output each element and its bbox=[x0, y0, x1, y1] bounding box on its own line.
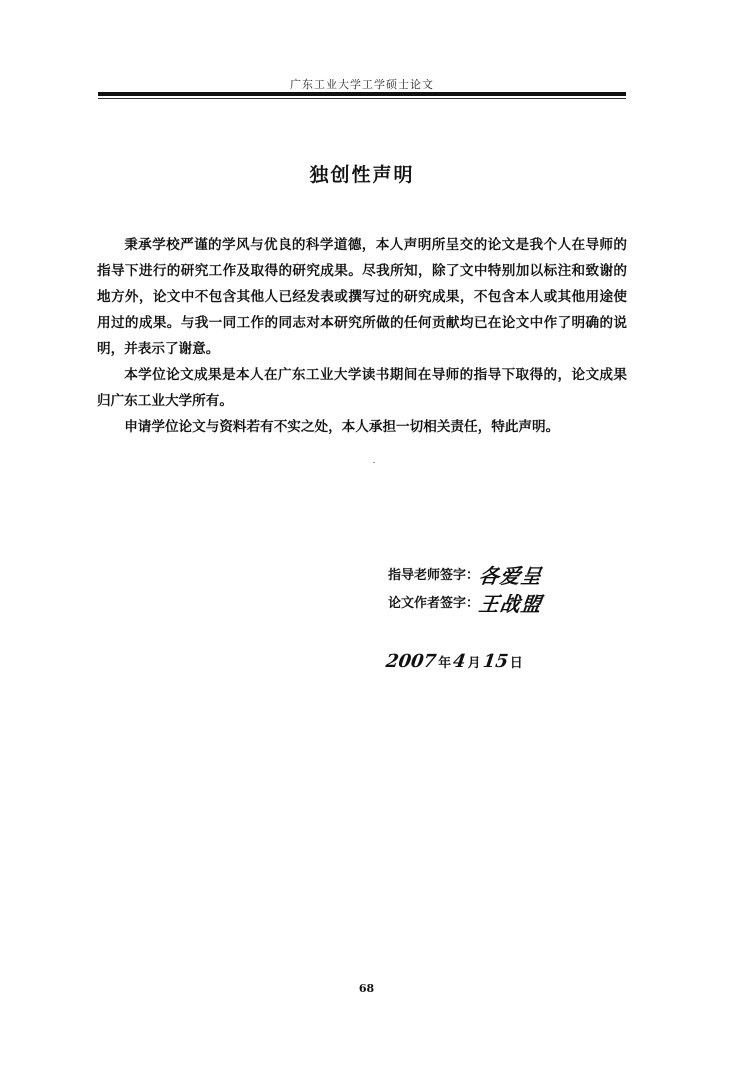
page-title: 独创性声明 bbox=[309, 164, 415, 186]
author-handwritten-signature: 王战盟 bbox=[477, 592, 544, 616]
header-rule-thin bbox=[98, 98, 626, 99]
page-number: 68 bbox=[358, 982, 375, 995]
date-day-handwritten: 15 bbox=[481, 651, 510, 672]
date-year-handwritten: 2007 bbox=[384, 651, 438, 672]
advisor-handwritten-signature: 各爱呈 bbox=[477, 564, 544, 588]
signature-date bbox=[386, 651, 525, 672]
date-day-unit: 日 bbox=[509, 656, 523, 671]
paragraph-responsibility: 申请学位论文与资料若有不实之处，本人承担一切相关责任，特此声明。 bbox=[124, 419, 560, 435]
author-signature-line bbox=[388, 590, 608, 618]
advisor-signature-label: 指导老师签字： bbox=[388, 568, 480, 583]
scan-speck bbox=[373, 462, 375, 463]
author-signature-label: 论文作者签字： bbox=[388, 596, 480, 611]
date-month-handwritten: 4 bbox=[451, 651, 468, 672]
running-header: 广东工业大学工学硕士论文 bbox=[290, 78, 434, 91]
paragraph-originality: 秉承学校严谨的学风与优良的科学道德，本人声明所呈交的论文是我个人在导师的指导下进行的研究工作及取得的研究成果。尽我所知，除了文中特别加以标注和致谢的地方外，论文中不包含其他人已经发表或撰写过的研究成果，不包含本人或其他用途使用过的成果。与我一同工作的同志对本研究所做的任何贡献均已在论文中作了明确的说明，并表示了谢意。 bbox=[97, 237, 627, 357]
advisor-signature-line bbox=[388, 562, 608, 590]
date-year-unit: 年 bbox=[438, 656, 452, 671]
declaration-body bbox=[97, 232, 627, 440]
signature-block bbox=[388, 562, 608, 618]
date-month-unit: 月 bbox=[467, 656, 481, 671]
paragraph-ownership: 本学位论文成果是本人在广东工业大学读书期间在导师的指导下取得的，论文成果归广东工业大学所有。 bbox=[97, 367, 627, 409]
header-rule bbox=[98, 92, 626, 96]
